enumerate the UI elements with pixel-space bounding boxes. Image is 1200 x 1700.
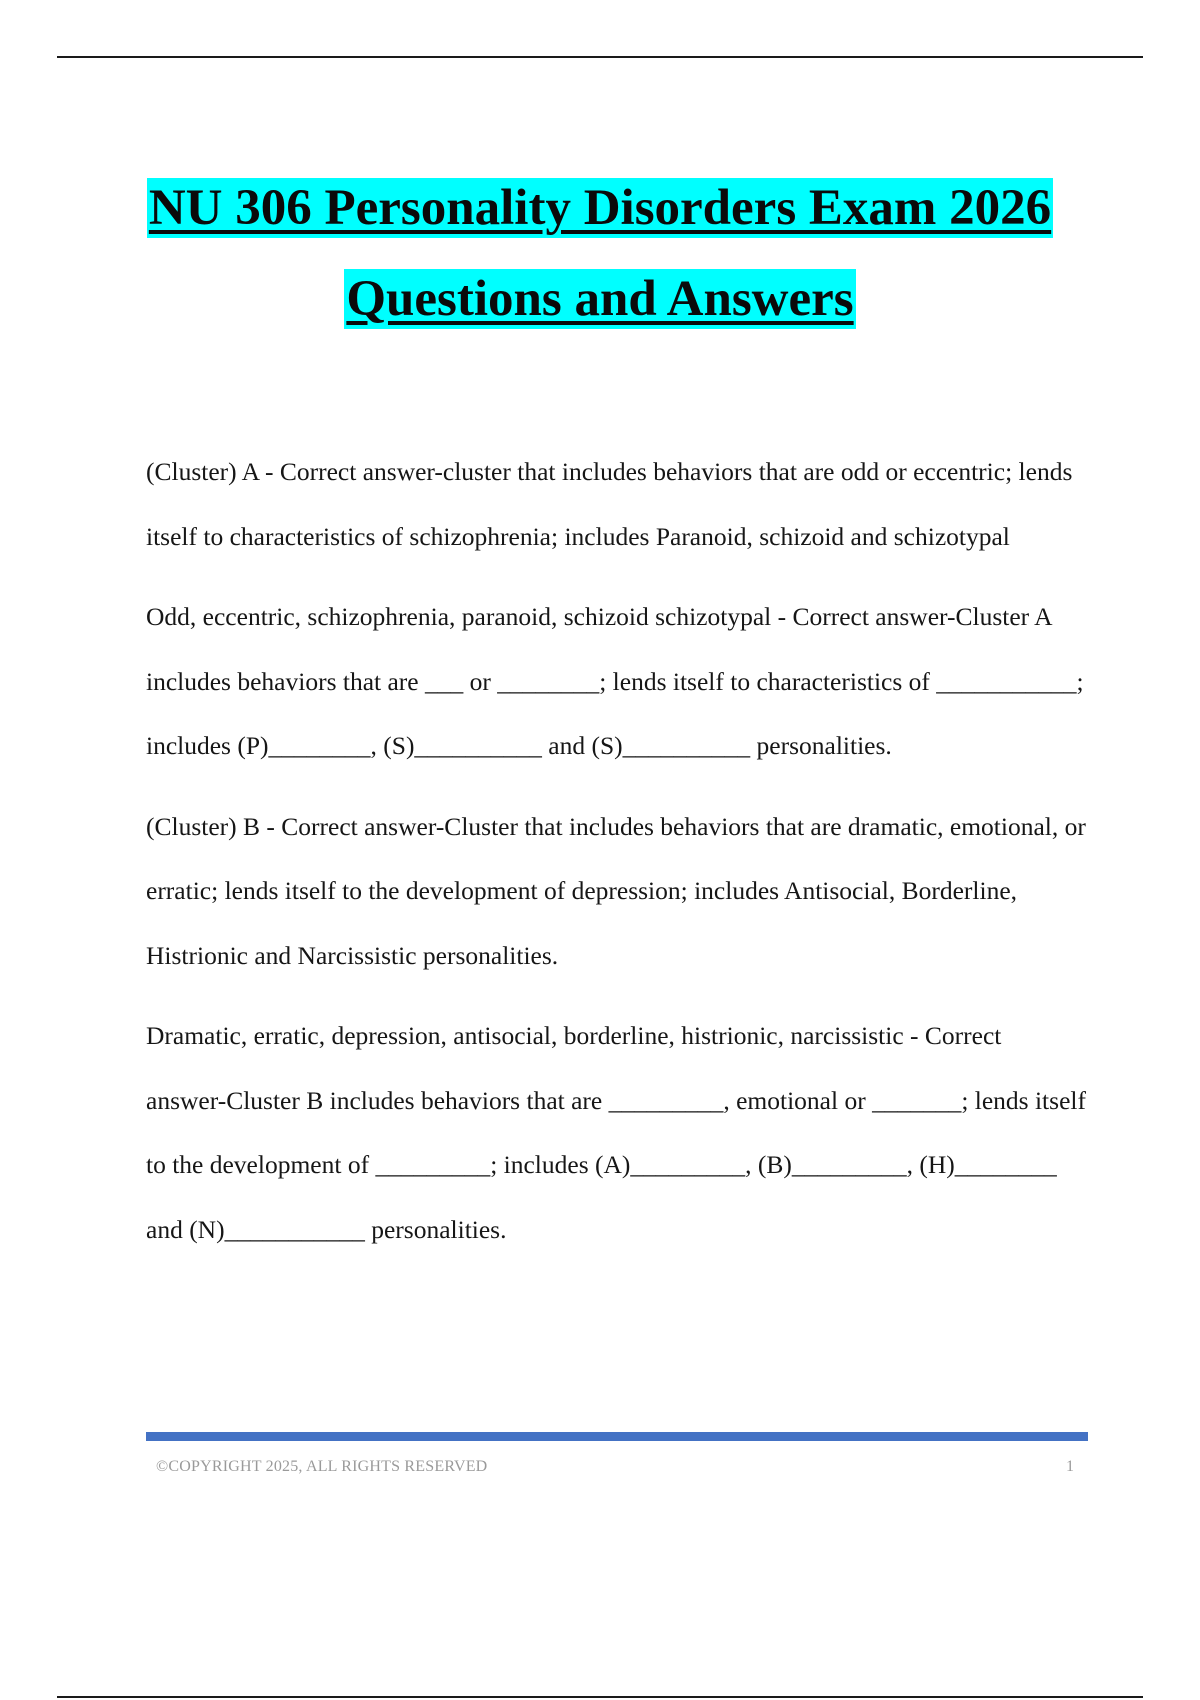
document-title [0,178,1200,329]
qa-entry-1: (Cluster) A - Correct answer-cluster that includes behaviors that are odd or eccentric; lends itself to characteristics of schizophrenia; includes Paranoid, schizoid and schizotypal [146,457,1073,551]
footer-copyright: ©COPYRIGHT 2025, ALL RIGHTS RESERVED [156,1458,488,1475]
title-line-2: Questions and Answers [346,271,854,327]
qa-entry-3: (Cluster) B - Correct answer-Cluster that includes behaviors that are dramatic, emotional, or erratic; lends itself to the development of depression; includes Antisocial, Borderline, Histrionic and Narcissistic personalities. [146,811,1086,970]
footer-divider [146,1432,1088,1441]
qa-entry-2: Odd, eccentric, schizophrenia, paranoid, schizoid schizotypal - Correct answer-Cluster A includes behaviors that are ___ or ________; lends itself to characteristics of ___________; includes (P)________, (S)__________ and (S)__________ personalities. [146,602,1084,760]
title-line-1: NU 306 Personality Disorders Exam 2026 [148,180,1052,236]
header-rule [57,56,1143,58]
page-number: 1 [1066,1458,1074,1475]
page-bottom-rule [57,1696,1143,1698]
document-body [146,440,1086,1278]
qa-entry-4: Dramatic, erratic, depression, antisocial, borderline, histrionic, narcissistic - Correct answer-Cluster B includes behaviors that are _________, emotional or _______; lends itself to the development of _________; includes (A)_________, (B)_________, (H)________ and (N)___________ personalities. [146,1021,1086,1244]
